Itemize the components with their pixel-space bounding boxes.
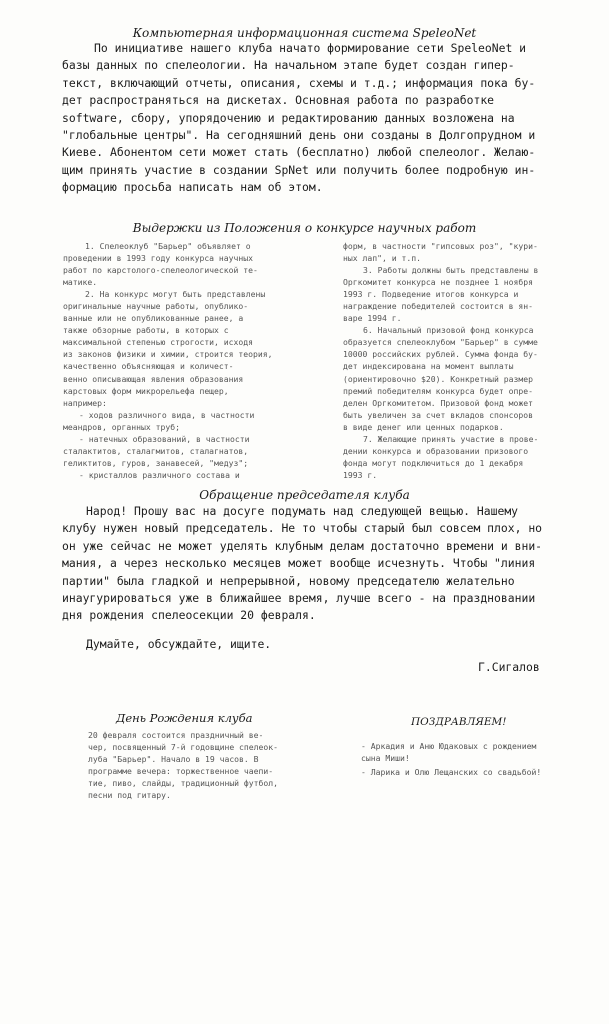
column-line: тие, пиво, слайды, традиционный футбол, (88, 778, 279, 789)
column-line: максимальной степенью строгости, исходя (63, 337, 254, 348)
column-line: - натечных образований, в частности (79, 433, 250, 444)
column-line: проведении в 1993 году конкурса научных (63, 253, 254, 264)
paragraph-line: Народ! Прошу вас на досуге подумать над следующей вещью. Нашему (86, 504, 519, 518)
column-line: в виде денег или ценных подарков. (343, 421, 504, 432)
column-line: работ по карстолого-спелеологической те- (63, 265, 258, 276)
appeal-closing: Думайте, обсуждайте, ищите. (86, 637, 272, 651)
column-line: венно описывающая явления образования (63, 373, 244, 384)
column-line: 1993 г. (343, 469, 378, 480)
speleonet-title: Компьютерная информационная система SpeleoNet (132, 26, 477, 40)
column-line: чер, посвященный 7-й годовщине спелеок- (88, 742, 279, 753)
column-line: - Аркадия и Аню Юдаковых с рождением (361, 741, 537, 751)
speleonet-paragraph (62, 40, 582, 197)
signature: Г.Сигалов (478, 660, 540, 674)
column-line: 6. Начальный призовой фонд конкурса (363, 325, 534, 336)
column-line: - ходов различного вида, в частности (79, 409, 255, 420)
column-line: сына Миши! (361, 753, 410, 764)
paragraph-line: мания, а через несколько месяцев может вообще исчезнуть. Чтобы "линия (62, 556, 536, 571)
column-line: сталактитов, сталагмитов, сталагнатов, (63, 445, 249, 456)
paragraph-line: дет распространяться на дискетах. Основная работа по разработке (62, 93, 495, 108)
column-line: быть увеличен за счет вкладов спонсоров (343, 409, 534, 420)
paragraph-line: клубу нужен новый председатель. Не то чтобы старый был совсем плох, но (62, 521, 543, 536)
column-line: форм, в частности "гипсовых роз", "кури- (343, 241, 538, 251)
congrats-title: ПОЗДРАВЛЯЕМ! (411, 716, 507, 728)
contest-title: Выдержки из Положения о конкурсе научных работ (132, 221, 477, 235)
column-line: луба "Барьер". Начало в 19 часов. В (88, 754, 259, 765)
paragraph-line: Киеве. Абонентом сети может стать (бесплатно) любой спелеолог. Желаю- (62, 145, 536, 160)
column-line: премий победителям конкурса будет опре- (343, 385, 534, 396)
birthday-title: День Рождения клуба (116, 711, 253, 725)
paragraph-line: формацию просьба написать нам об этом. (62, 180, 323, 195)
column-line: (ориентировочно $20). Конкретный размер (343, 373, 534, 384)
column-line: 20 февраля состоится праздничный ве- (88, 730, 264, 740)
congrats-text (361, 740, 601, 778)
appeal-paragraph (62, 503, 582, 625)
paragraph-line: software, сбору, упорядочению и редактированию данных возложена на (62, 110, 515, 125)
contest-right-column (343, 240, 591, 481)
paragraph-line: По инициативе нашего клуба начато формирование сети SpeleoNet и (94, 41, 527, 55)
column-line: дении конкурса и образовании призового (343, 445, 529, 456)
column-line: матике. (63, 277, 98, 288)
birthday-text (88, 729, 328, 801)
column-line: ных лап", и т.п. (343, 253, 421, 264)
column-line: из законов физики и химии, строится теория, (63, 349, 273, 360)
column-line: образуется спелеоклубом "Барьер" в сумме (343, 337, 538, 348)
column-line: 1. Спелеоклуб "Барьер" объявляет о (85, 241, 251, 251)
column-line: 2. На конкурс могут быть представлены (85, 289, 266, 300)
column-line: 7. Желающие принять участие в прове- (363, 433, 539, 444)
paragraph-line: "глобальные центры". На сегодняшний день они созданы в Долгопрудном и (62, 128, 536, 143)
contest-left-column (63, 240, 325, 481)
column-line: также обзорные работы, в которых с (63, 325, 229, 336)
column-line: 3. Работы должны быть представлены в (363, 265, 539, 276)
column-line: варе 1994 г. (343, 313, 402, 324)
paragraph-line: щим принять участие в создании SpNet или получить более подробную ин- (62, 162, 536, 177)
column-line: 1993 г. Подведение итогов конкурса и (343, 289, 519, 300)
column-line: награждение победителей состоится в ян- (343, 301, 534, 312)
column-line: Оргкомитет конкурса не позднее 1 ноября (343, 277, 534, 288)
paragraph-line: партии" была гладкой и непрерывной, новому председателю желательно (62, 573, 515, 588)
column-line: геликтитов, гуров, занавесей, "медуз"; (63, 457, 249, 468)
column-line: оригинальные научные работы, опублико- (63, 301, 249, 312)
paragraph-line: базы данных по спелеологии. На начальном этапе будет создан гипер- (62, 58, 515, 73)
column-line: дет индексирована на момент выплаты (343, 361, 514, 372)
column-line: фонда могут подключиться до 1 декабря (343, 457, 524, 468)
column-line: меандров, органных труб; (63, 421, 180, 432)
column-line: программе вечера: торжественное чаепи- (88, 766, 274, 777)
appeal-title: Обращение председателя клуба (199, 488, 410, 502)
paragraph-line: текст, включающий отчеты, описания, схемы и т.д.; информация пока бу- (62, 75, 536, 90)
column-line: делен Оргкомитетом. Призовой фонд может (343, 397, 534, 408)
column-line: ванные или не опубликованные ранее, а (63, 313, 244, 324)
column-line: карстовых форм микрорельефа пещер, (63, 385, 229, 396)
paragraph-line: инаугурироваться уже в ближайшее время, лучше всего - на праздновании (62, 591, 536, 606)
column-line: песни под гитару. (88, 790, 171, 801)
column-line: 10000 российских рублей. Сумма фонда бу- (343, 349, 538, 360)
paragraph-line: дня рождения спелеосекции 20 февраля. (62, 608, 316, 623)
column-line: - кристаллов различного состава и (79, 469, 240, 480)
column-line: например: (63, 397, 107, 408)
paragraph-line: он уже сейчас не может уделять клубным делам достаточно времени и вни- (62, 538, 543, 553)
column-line: - Ларика и Олю Лещанских со свадьбой! (361, 767, 542, 778)
column-line: качественно объясняющая и количест- (63, 361, 234, 372)
